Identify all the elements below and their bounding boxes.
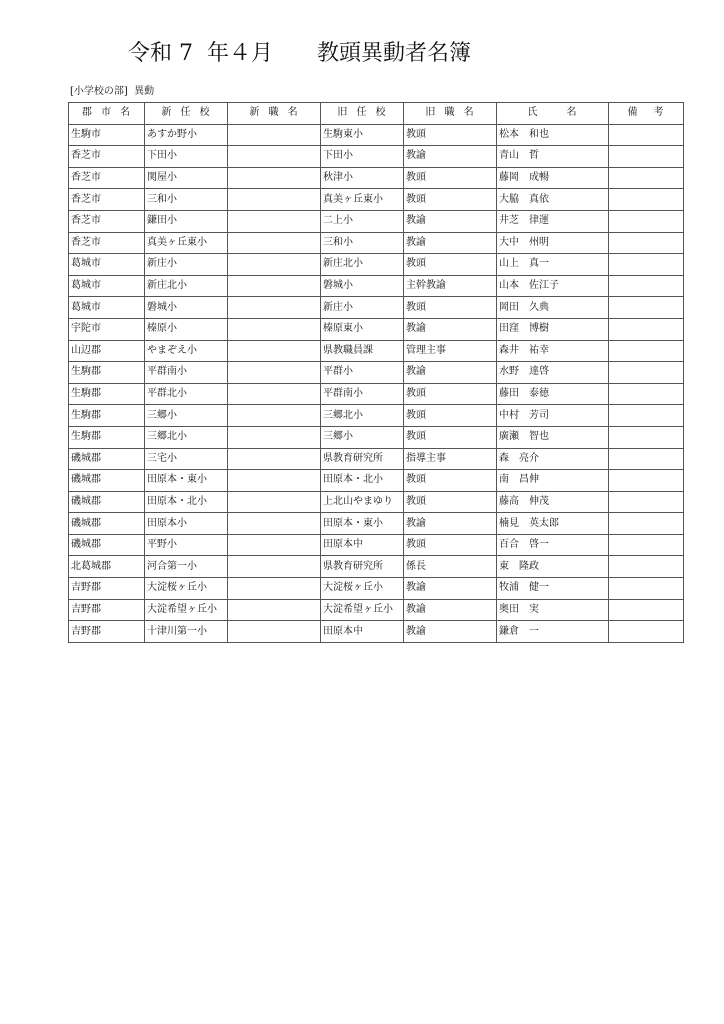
new-position-cell [228,470,321,492]
transfer-roster-table [68,102,684,643]
new-school-cell: 平群北小 [145,383,228,405]
new-school-cell: 田原本小 [145,513,228,535]
name-cell: 南 昌伸 [497,470,609,492]
new-position-cell [228,491,321,513]
old-position-cell: 教諭 [404,599,497,621]
table-row [69,405,684,427]
header-name: 氏 名 [497,103,609,125]
old-position-cell: 係長 [404,556,497,578]
new-school-cell: 十津川第一小 [145,621,228,643]
name-cell: 藤岡 成暢 [497,167,609,189]
remarks-cell [609,362,684,384]
table-row [69,232,684,254]
new-position-cell [228,124,321,146]
table-row [69,297,684,319]
header-old-school: 旧 任 校 [321,103,404,125]
old-position-cell: 教諭 [404,513,497,535]
remarks-cell [609,124,684,146]
new-position-cell [228,146,321,168]
district-cell: 香芝市 [69,189,145,211]
old-position-cell: 教諭 [404,362,497,384]
old-school-cell: 田原本中 [321,534,404,556]
old-school-cell: 大淀桜ヶ丘小 [321,578,404,600]
old-school-cell: 真美ヶ丘東小 [321,189,404,211]
district-cell: 香芝市 [69,146,145,168]
table-row [69,167,684,189]
old-school-cell: 新庄小 [321,297,404,319]
old-school-cell: 田原本・北小 [321,470,404,492]
new-school-cell: 榛原小 [145,318,228,340]
remarks-cell [609,146,684,168]
table-row [69,146,684,168]
district-cell: 香芝市 [69,232,145,254]
district-cell: 生駒郡 [69,405,145,427]
table-row [69,124,684,146]
remarks-cell [609,254,684,276]
table-row [69,426,684,448]
remarks-cell [609,621,684,643]
district-cell: 宇陀市 [69,318,145,340]
table-header [69,103,684,125]
table-row [69,362,684,384]
old-position-cell: 教諭 [404,232,497,254]
table-row [69,275,684,297]
remarks-cell [609,448,684,470]
old-school-cell: 生駒東小 [321,124,404,146]
header-new-school: 新 任 校 [145,103,228,125]
district-cell: 磯城郡 [69,448,145,470]
table-row [69,383,684,405]
old-position-cell: 教頭 [404,491,497,513]
name-cell: 廣瀬 智也 [497,426,609,448]
name-cell: 奥田 実 [497,599,609,621]
old-position-cell: 教諭 [404,621,497,643]
new-position-cell [228,534,321,556]
name-cell: 百合 啓一 [497,534,609,556]
old-position-cell: 教頭 [404,470,497,492]
district-cell: 葛城市 [69,275,145,297]
old-school-cell: 新庄北小 [321,254,404,276]
page-title: 令和 7 年４月 教頭異動者名簿 [128,41,471,66]
new-school-cell: 三郷小 [145,405,228,427]
remarks-cell [609,340,684,362]
new-school-cell: 下田小 [145,146,228,168]
old-position-cell: 教頭 [404,426,497,448]
new-position-cell [228,210,321,232]
district-cell: 生駒市 [69,124,145,146]
new-position-cell [228,318,321,340]
district-cell: 葛城市 [69,254,145,276]
new-school-cell: 真美ヶ丘東小 [145,232,228,254]
district-cell: 香芝市 [69,210,145,232]
name-cell: 藤高 伸茂 [497,491,609,513]
old-position-cell: 教頭 [404,167,497,189]
district-cell: 山辺郡 [69,340,145,362]
district-cell: 磯城郡 [69,491,145,513]
table-row [69,621,684,643]
table-row [69,340,684,362]
new-position-cell [228,362,321,384]
district-cell: 生駒郡 [69,426,145,448]
name-cell: 松本 和也 [497,124,609,146]
old-school-cell: 上北山やまゆり [321,491,404,513]
old-school-cell: 二上小 [321,210,404,232]
old-position-cell: 教頭 [404,383,497,405]
new-school-cell: 三郷北小 [145,426,228,448]
old-position-cell: 教頭 [404,534,497,556]
header-row [69,103,684,125]
remarks-cell [609,556,684,578]
name-cell: 楠見 英太郎 [497,513,609,535]
old-school-cell: 秋津小 [321,167,404,189]
header-remarks: 備 考 [609,103,684,125]
name-cell: 山本 佐江子 [497,275,609,297]
header-old-position: 旧 職 名 [404,103,497,125]
district-cell: 磯城郡 [69,470,145,492]
new-school-cell: 平野小 [145,534,228,556]
table-row [69,556,684,578]
old-position-cell: 教頭 [404,124,497,146]
new-school-cell: 田原本・東小 [145,470,228,492]
new-school-cell: 平群南小 [145,362,228,384]
district-cell: 葛城市 [69,297,145,319]
old-position-cell: 教諭 [404,318,497,340]
table-row [69,491,684,513]
table-row [69,448,684,470]
new-position-cell [228,232,321,254]
remarks-cell [609,318,684,340]
old-school-cell: 大淀希望ヶ丘小 [321,599,404,621]
old-school-cell: 磐城小 [321,275,404,297]
new-position-cell [228,448,321,470]
new-school-cell: 新庄北小 [145,275,228,297]
old-position-cell: 教頭 [404,189,497,211]
name-cell: 井芝 律運 [497,210,609,232]
old-position-cell: 教諭 [404,578,497,600]
old-school-cell: 田原本中 [321,621,404,643]
table-row [69,210,684,232]
new-school-cell: 磐城小 [145,297,228,319]
new-school-cell: 河合第一小 [145,556,228,578]
old-school-cell: 三郷小 [321,426,404,448]
header-new-position: 新 職 名 [228,103,321,125]
name-cell: 鎌倉 一 [497,621,609,643]
remarks-cell [609,210,684,232]
remarks-cell [609,167,684,189]
old-school-cell: 三郷北小 [321,405,404,427]
new-position-cell [228,383,321,405]
remarks-cell [609,491,684,513]
new-school-cell: 大淀桜ヶ丘小 [145,578,228,600]
new-position-cell [228,599,321,621]
table-body [69,124,684,642]
new-school-cell: 鎌田小 [145,210,228,232]
remarks-cell [609,578,684,600]
new-school-cell: 三和小 [145,189,228,211]
remarks-cell [609,297,684,319]
name-cell: 山上 真一 [497,254,609,276]
new-position-cell [228,621,321,643]
name-cell: 中村 芳司 [497,405,609,427]
name-cell: 大中 州明 [497,232,609,254]
old-position-cell: 教頭 [404,254,497,276]
new-position-cell [228,426,321,448]
old-position-cell: 教頭 [404,297,497,319]
remarks-cell [609,513,684,535]
new-position-cell [228,254,321,276]
old-school-cell: 平群南小 [321,383,404,405]
name-cell: 大脇 真依 [497,189,609,211]
new-school-cell: やまぞえ小 [145,340,228,362]
new-school-cell: 三宅小 [145,448,228,470]
name-cell: 森 亮介 [497,448,609,470]
old-position-cell: 教諭 [404,146,497,168]
district-cell: 吉野郡 [69,578,145,600]
name-cell: 東 隆政 [497,556,609,578]
remarks-cell [609,534,684,556]
old-school-cell: 下田小 [321,146,404,168]
old-position-cell: 主幹教諭 [404,275,497,297]
table-row [69,513,684,535]
district-cell: 生駒郡 [69,362,145,384]
old-school-cell: 県教職員課 [321,340,404,362]
new-position-cell [228,167,321,189]
district-cell: 磯城郡 [69,513,145,535]
district-cell: 吉野郡 [69,621,145,643]
old-position-cell: 教頭 [404,405,497,427]
old-school-cell: 田原本・東小 [321,513,404,535]
old-position-cell: 指導主事 [404,448,497,470]
name-cell: 森井 祐幸 [497,340,609,362]
name-cell: 岡田 久典 [497,297,609,319]
new-position-cell [228,297,321,319]
name-cell: 田窪 博樹 [497,318,609,340]
remarks-cell [609,470,684,492]
new-school-cell: 新庄小 [145,254,228,276]
new-position-cell [228,275,321,297]
table-row [69,578,684,600]
new-school-cell: 田原本・北小 [145,491,228,513]
remarks-cell [609,383,684,405]
name-cell: 水野 達啓 [497,362,609,384]
remarks-cell [609,426,684,448]
new-school-cell: 関屋小 [145,167,228,189]
header-district: 郡 市 名 [69,103,145,125]
table-row [69,599,684,621]
remarks-cell [609,275,684,297]
new-position-cell [228,189,321,211]
old-position-cell: 管理主事 [404,340,497,362]
table-row [69,254,684,276]
remarks-cell [609,189,684,211]
district-cell: 磯城郡 [69,534,145,556]
new-school-cell: あすか野小 [145,124,228,146]
new-position-cell [228,556,321,578]
district-cell: 生駒郡 [69,383,145,405]
remarks-cell [609,599,684,621]
district-cell: 北葛城郡 [69,556,145,578]
new-position-cell [228,405,321,427]
old-school-cell: 三和小 [321,232,404,254]
old-school-cell: 県教育研究所 [321,556,404,578]
old-position-cell: 教諭 [404,210,497,232]
old-school-cell: 平群小 [321,362,404,384]
name-cell: 青山 哲 [497,146,609,168]
remarks-cell [609,232,684,254]
district-cell: 香芝市 [69,167,145,189]
new-position-cell [228,513,321,535]
old-school-cell: 榛原東小 [321,318,404,340]
new-position-cell [228,578,321,600]
district-cell: 吉野郡 [69,599,145,621]
section-label: [小学校の部] 異動 [70,86,155,97]
new-position-cell [228,340,321,362]
table-row [69,534,684,556]
table-row [69,470,684,492]
new-school-cell: 大淀希望ヶ丘小 [145,599,228,621]
old-school-cell: 県教育研究所 [321,448,404,470]
table-row [69,318,684,340]
name-cell: 牧浦 健一 [497,578,609,600]
remarks-cell [609,405,684,427]
name-cell: 藤田 泰徳 [497,383,609,405]
table-row [69,189,684,211]
